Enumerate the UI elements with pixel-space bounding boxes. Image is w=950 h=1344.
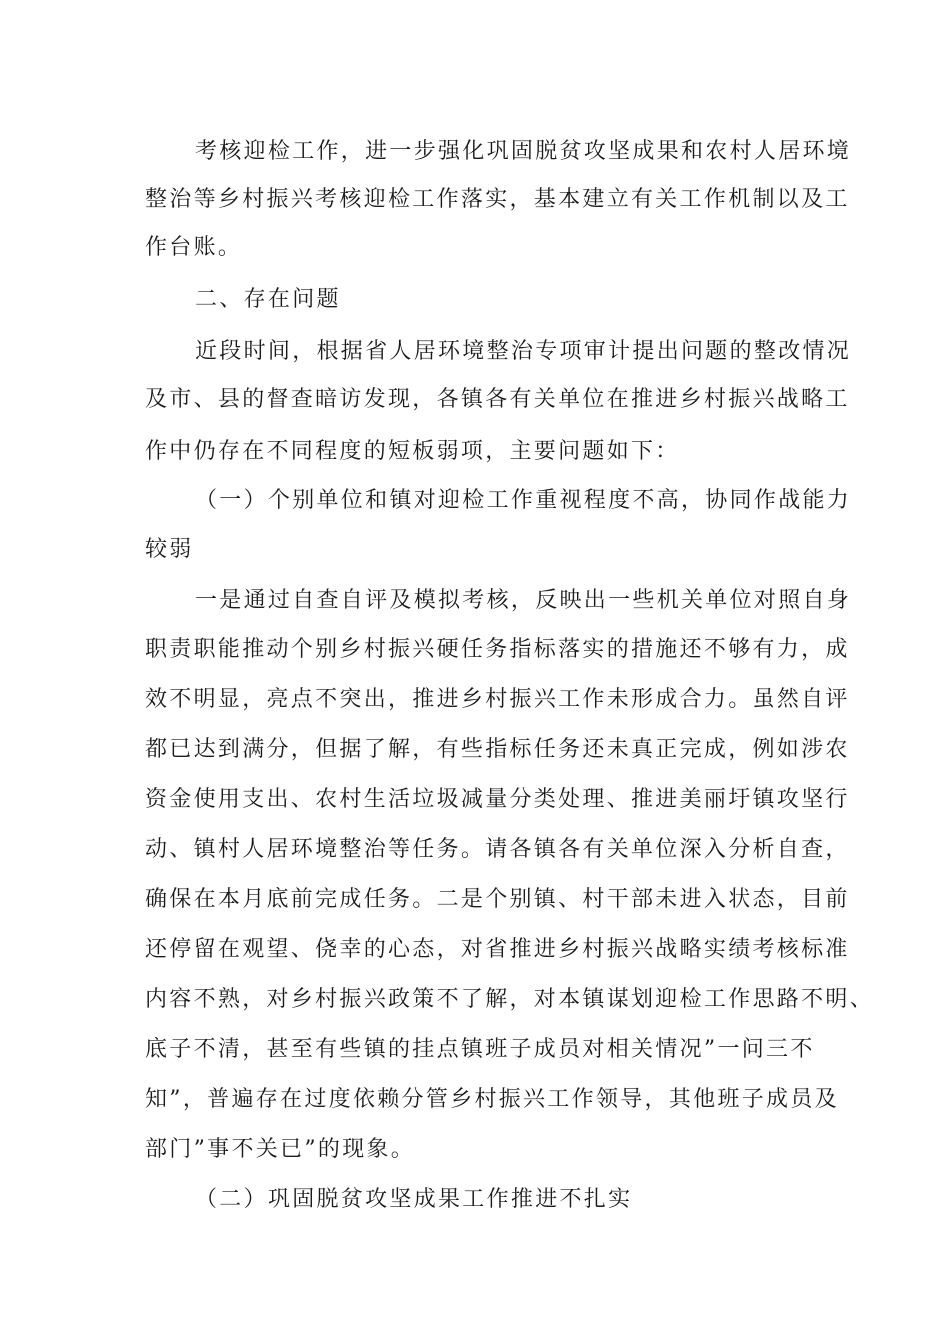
section-heading: 二、存在问题 xyxy=(195,287,341,312)
paragraph-line: 资金使用支出、农村生活垃圾减量分类处理、推进美丽圩镇攻坚行 xyxy=(145,787,850,812)
paragraph-line: 知”，普遍存在过度依赖分管乡村振兴工作领导，其他班子成员及 xyxy=(145,1087,839,1112)
paragraph-line: 部门”事不关已”的现象。 xyxy=(145,1137,416,1162)
paragraph-line: 考核迎检工作，进一步强化巩固脱贫攻坚成果和农村人居环境 xyxy=(195,139,852,164)
paragraph-line: 动、镇村人居环境整治等任务。请各镇各有关单位深入分析自查， xyxy=(145,837,850,862)
paragraph-line: 效不明显，亮点不突出，推进乡村振兴工作未形成合力。虽然自评 xyxy=(145,687,850,712)
paragraph-line: 职责职能推动个别乡村振兴硬任务指标落实的措施还不够有力，成 xyxy=(145,637,850,662)
subsection-heading: （一）个别单位和镇对迎检工作重视程度不高，协同作战能力 xyxy=(195,488,852,513)
paragraph-line: 整治等乡村振兴考核迎检工作落实，基本建立有关工作机制以及工 xyxy=(145,187,850,212)
paragraph-line: 都已达到满分，但据了解，有些指标任务还未真正完成，例如涉农 xyxy=(145,737,850,762)
paragraph-line: 作中仍存在不同程度的短板弱项，主要问题如下： xyxy=(145,439,680,464)
paragraph-line: 一是通过自查自评及模拟考核，反映出一些机关单位对照自身 xyxy=(195,588,852,613)
paragraph-line: 确保在本月底前完成任务。二是个别镇、村干部未进入状态，目前 xyxy=(145,887,850,912)
paragraph-line: 还停留在观望、侥幸的心态，对省推进乡村振兴战略实绩考核标准 xyxy=(145,937,850,962)
subsection-heading: （二）巩固脱贫攻坚成果工作推进不扎实 xyxy=(195,1187,633,1212)
paragraph-line: 内容不熟，对乡村振兴政策不了解，对本镇谋划迎检工作思路不明、 xyxy=(145,987,875,1012)
paragraph-line: 作台账。 xyxy=(145,235,243,260)
paragraph-line: 及市、县的督查暗访发现，各镇各有关单位在推进乡村振兴战略工 xyxy=(145,387,850,412)
subsection-heading: 较弱 xyxy=(145,537,194,562)
paragraph-line: 近段时间，根据省人居环境整治专项审计提出问题的整改情况 xyxy=(195,339,852,364)
paragraph-line: 底子不清，甚至有些镇的挂点镇班子成员对相关情况”一问三不 xyxy=(145,1037,815,1062)
